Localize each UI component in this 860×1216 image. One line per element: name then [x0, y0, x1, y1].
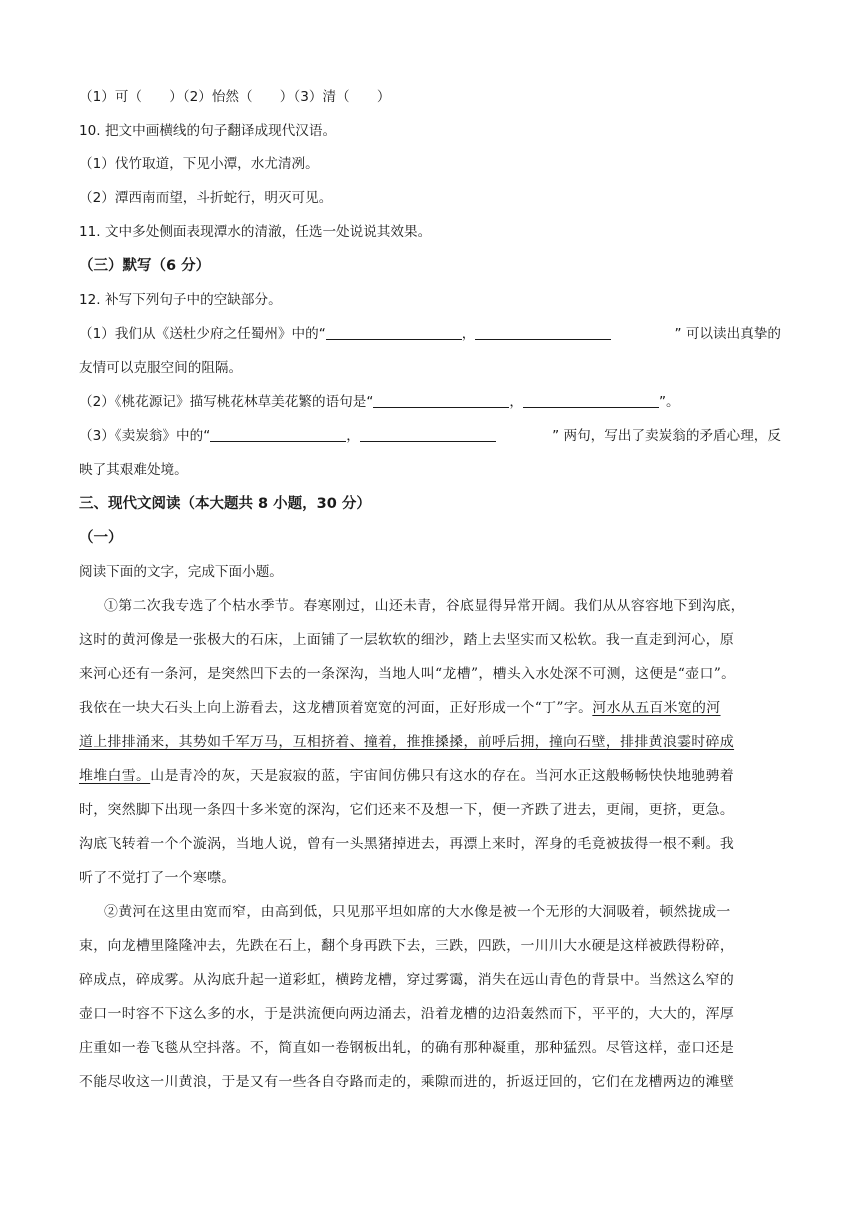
q12-3-suffix: ” 两句，写出了卖炭翁的矛盾心理，反	[552, 428, 781, 444]
passage-text: 我依在一块大石头上向上游看去，这龙槽顶着宽宽的河面，正好形成一个“丁”字。	[79, 700, 593, 716]
passage-line: 来河心还有一条河，是突然凹下去的一条深沟，当地人叫“龙槽”，槽头入水处深不可测，这便是“壶口”。	[79, 666, 736, 682]
q12-item-1-cont: 友情可以克服空间的阻隔。	[79, 360, 243, 376]
section-heading-dictation: （三）默写（6 分）	[79, 258, 211, 274]
q12-2-suffix: ”。	[658, 394, 680, 410]
answer-blank[interactable]	[523, 393, 659, 408]
q12-3-separator: ，	[346, 428, 360, 444]
passage-line: 不能尽收这一川黄浪，于是又有一些各自夺路而走的，乘隙而进的，折返迂回的，它们在龙槽两边的滩壁	[79, 1074, 735, 1090]
q12-item-1	[79, 324, 781, 344]
q12-item-3-cont: 映了其艰难处境。	[79, 462, 188, 478]
underlined-sentence: 道上排排涌来，其势如千军万马，互相挤着、撞着，推推搡搡，前呼后拥，撞向石壁，排排黄浪霎时碎成	[79, 734, 735, 750]
subsection-label: （一）	[79, 530, 123, 546]
passage-line: 听了不觉打了一个寒噤。	[79, 870, 236, 886]
passage-line: ①第二次我专选了个枯水季节。春寒刚过，山还未青，谷底显得异常开阔。我们从从容容地下到沟底，	[104, 598, 745, 614]
answer-blank[interactable]	[373, 393, 509, 408]
answer-blank[interactable]	[326, 325, 462, 340]
answer-blank[interactable]	[210, 427, 346, 442]
passage-line: 这时的黄河像是一张极大的石床，上面铺了一层软软的细沙，踏上去坚实而又松软。我一直走到河心，原	[79, 632, 735, 648]
passage-text: 山是青冷的灰，天是寂寂的蓝，宇宙间仿佛只有这水的存在。当河水正这般畅畅快快地驰骋着	[150, 768, 735, 784]
underlined-sentence: 堆堆白雪。	[79, 768, 151, 784]
answer-blank[interactable]	[475, 325, 611, 340]
part-heading-modern-reading: 三、现代文阅读（本大题共 8 小题，30 分）	[79, 496, 371, 512]
passage-line: 沟底飞转着一个个漩涡，当地人说，曾有一头黑猪掉进去，再漂上来时，浑身的毛竟被拔得一根不剩。我	[79, 836, 735, 852]
q12-2-separator: ，	[509, 394, 523, 410]
passage-line: 束，向龙槽里隆隆冲去，先跌在石上，翻个身再跌下去，三跌，四跌，一川川大水硬是这样被跌得粉碎，	[79, 938, 735, 954]
passage-line: 壶口一时容不下这么多的水，于是洪流便向两边涌去，沿着龙槽的边沿轰然而下，平平的，大大的，浑厚	[79, 1006, 735, 1022]
q12-item-3	[79, 426, 781, 446]
q12-1-suffix: ” 可以读出真挚的	[674, 326, 781, 342]
passage-line: 碎成点，碎成雾。从沟底升起一道彩虹，横跨龙槽，穿过雾霭，消失在远山青色的背景中。当然这么窄的	[79, 972, 735, 988]
q12-1-prefix: （1）我们从《送杜少府之任蜀州》中的“	[79, 326, 326, 342]
passage-line: 庄重如一卷飞毯从空抖落。不，简直如一卷钢板出轧，的确有那种凝重，那种猛烈。尽管这样，壶口还是	[79, 1040, 735, 1056]
passage-line: ②黄河在这里由宽而窄，由高到低，只见那平坦如席的大水像是被一个无形的大洞吸着，顿然拢成一	[104, 904, 731, 920]
answer-blank[interactable]	[360, 427, 496, 442]
passage-line: 时，突然脚下出现一条四十多米宽的深沟，它们还来不及想一下，便一齐跌了进去，更闹，更挤，更急。	[79, 802, 735, 818]
underlined-sentence: 河水从五百米宽的河	[592, 700, 721, 716]
q12-2-prefix: （2）《桃花源记》描写桃花林草美花繁的语句是“	[79, 394, 374, 410]
q10-sentence-2: （2）潭西南而望，斗折蛇行，明灭可见。	[79, 190, 333, 206]
q12-1-separator: ，	[461, 326, 476, 342]
reading-instruction: 阅读下面的文字，完成下面小题。	[79, 564, 283, 580]
q9-answer-line: （1）可（ ）（2）怡然（ ）（3）清（ ）	[79, 89, 391, 105]
passage-line	[79, 698, 781, 718]
q12-title: 12. 补写下列句子中的空缺部分。	[79, 292, 282, 308]
q10-sentence-1: （1）伐竹取道，下见小潭，水尤清冽。	[79, 156, 319, 172]
q10-title: 10. 把文中画横线的句子翻译成现代汉语。	[79, 123, 337, 139]
q12-item-2	[79, 392, 781, 412]
passage-line	[79, 766, 781, 786]
q12-3-prefix: （3）《卖炭翁》中的“	[79, 428, 211, 444]
q11-question: 11. 文中多处侧面表现潭水的清澈，任选一处说说其效果。	[79, 224, 432, 240]
